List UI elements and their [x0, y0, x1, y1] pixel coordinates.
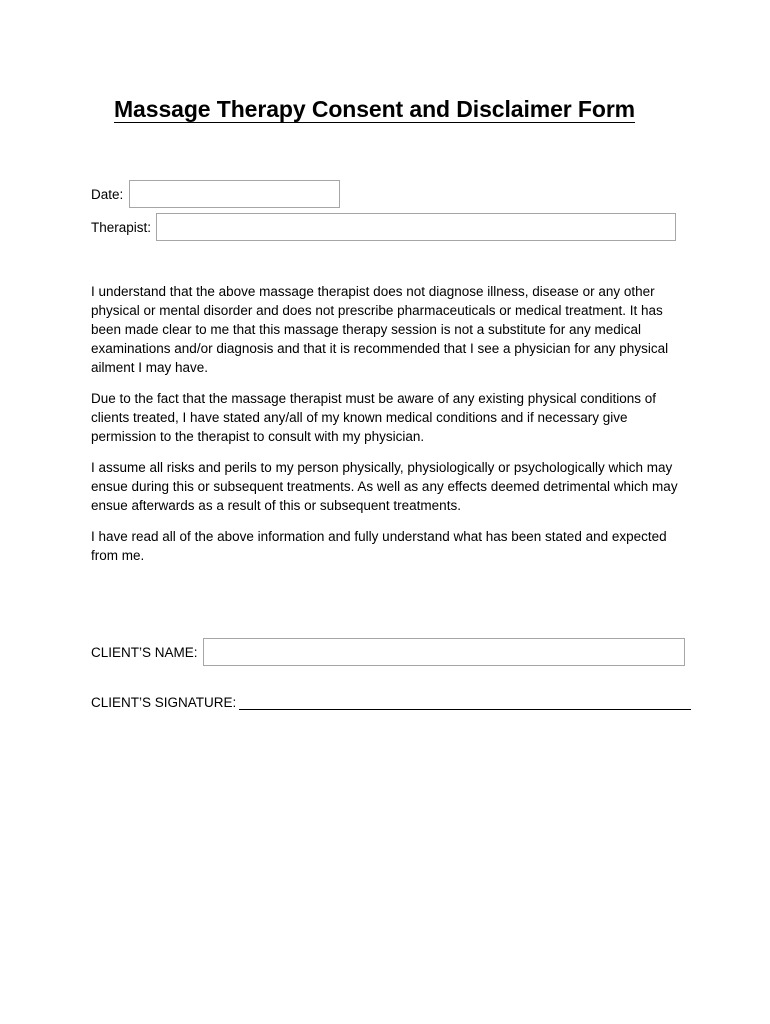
- date-field-row: [91, 180, 340, 208]
- form-title: Massage Therapy Consent and Disclaimer Form: [114, 96, 636, 122]
- date-input[interactable]: [129, 180, 340, 208]
- consent-paragraph-conditions: Due to the fact that the massage therapist must be aware of any existing physical conditions of clients treated, I have stated any/all of my known medical conditions and if necessary give permission to the therapist to consult with my physician.: [91, 391, 657, 444]
- client-name-input[interactable]: [203, 638, 685, 666]
- therapist-label: Therapist:: [91, 219, 152, 235]
- client-signature-label: CLIENT’S SIGNATURE:: [91, 695, 237, 710]
- consent-paragraph-acknowledgement: I have read all of the above information and fully understand what has been stated and expected from me.: [91, 529, 667, 563]
- therapist-field-row: [91, 213, 676, 241]
- client-signature-line[interactable]: [239, 694, 691, 710]
- consent-text: [91, 282, 683, 577]
- client-signature-row: [91, 694, 691, 710]
- consent-paragraph-diagnosis: I understand that the above massage therapist does not diagnose illness, disease or any other physical or mental disorder and does not prescribe pharmaceuticals or medical treatment. It has been made clear to me that this massage therapy session is not a substitute for any medical examinations and/or diagnosis and that it is recommended that I see a physician for any physical ailment I may have.: [91, 284, 669, 375]
- date-label: Date:: [91, 186, 124, 202]
- client-name-field-row: [91, 638, 685, 666]
- client-name-label: CLIENT’S NAME:: [91, 644, 198, 660]
- therapist-input[interactable]: [156, 213, 676, 241]
- consent-paragraph-risks: I assume all risks and perils to my person physically, physiologically or psychologically which may ensue during this or subsequent treatments. As well as any effects deemed detrimental which may ensue afterwards as a result of this or subsequent treatments.: [91, 460, 678, 513]
